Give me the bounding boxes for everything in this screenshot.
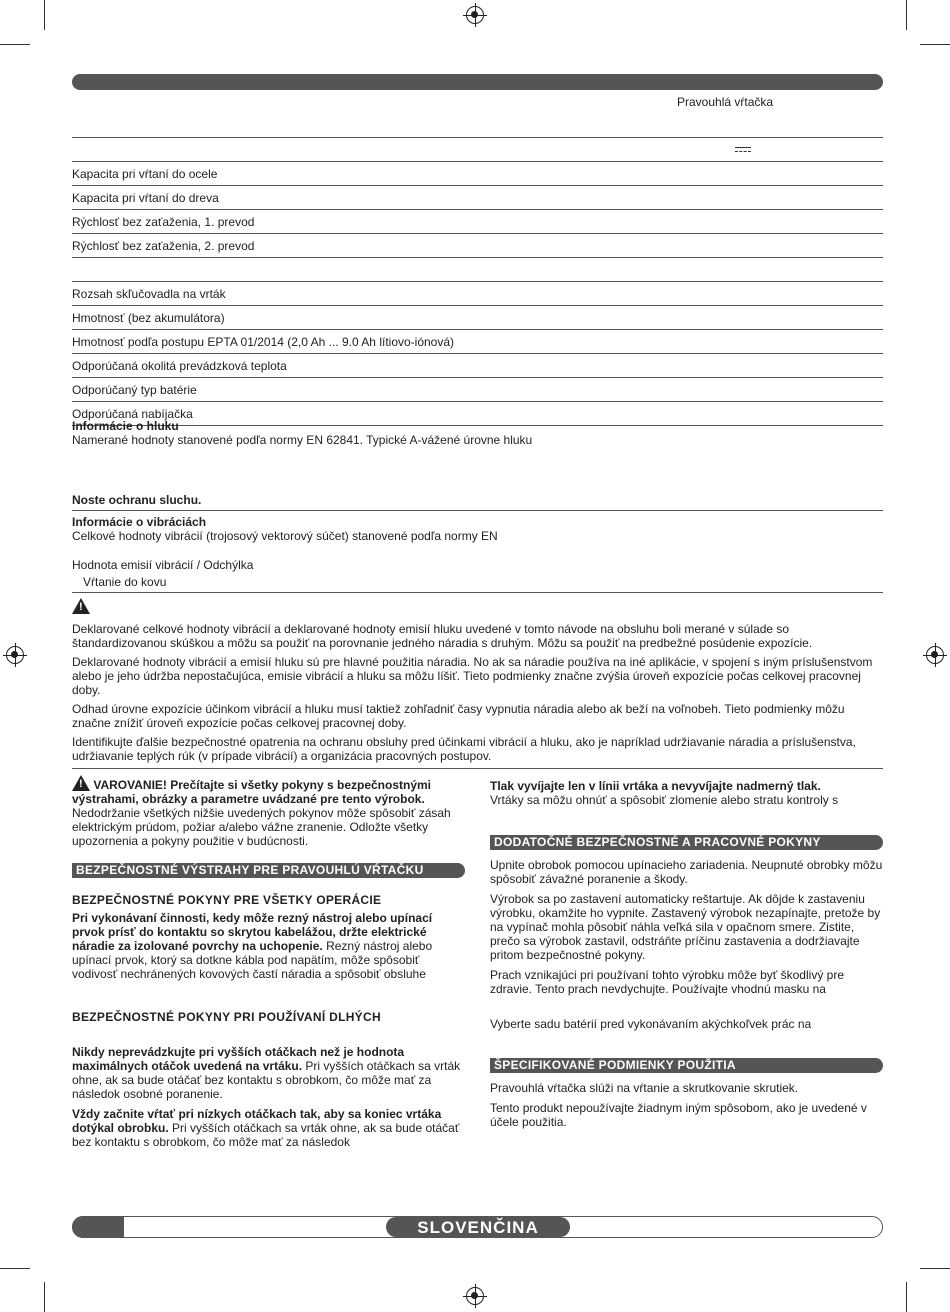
declared-paragraph: Odhad úrovne expozície účinkom vibrácií a hluku musí taktiež zohľadniť časy vypnutia náradia alebo ak beží na voľnobeh. Tieto podmienky môžu značne znížiť úroveň expozície počas celkovej pracovnej doby. [72, 702, 845, 730]
spec-row: Hmotnosť (bez akumulátora) [72, 306, 883, 330]
declared-paragraph: Deklarované celkové hodnoty vibrácií a deklarované hodnoty emisií hluku uvedené v tomto návode na obsluhu boli merané v súlade so štandardizovanou skúškou a môžu sa použiť na porovnanie jedného náradia s druhým. Môžu sa použiť na predbežné posúdenie expozície. [72, 622, 813, 650]
crop-mark [920, 1268, 950, 1269]
spec-table [72, 114, 883, 426]
banner-safety-warnings: BEZPEČNOSTNÉ VÝSTRAHY PRE PRAVOUHLÚ VŔTAČKU [72, 863, 465, 878]
spec-row: Hmotnosť podľa postupu EPTA 01/2014 (2,0 Ah ... 9.0 Ah lítiovo-iónová) [72, 330, 883, 354]
hearing-protection: Noste ochranu sluchu. [72, 493, 202, 507]
intended-use: Pravouhlá vŕtačka slúži na vŕtanie a skrutkovanie skrutiek. Tento produkt nepoužívajte žiadnym iným spôsobom, ako je uvedené v účele použitia. [490, 1081, 867, 1129]
spec-row: Kapacita pri vŕtaní do dreva [72, 186, 883, 210]
crop-mark [906, 1282, 907, 1312]
warning-icon [72, 598, 90, 617]
warning-icon [72, 775, 90, 791]
header-bar [72, 74, 883, 90]
left-paragraph-2: Nikdy neprevádzkujte pri vyšších otáčkach než je hodnota maximálnych otáčok uvedená na vrtáku. Pri vyšších otáčkach sa vrták ohne, ak sa bude otáčať bez kontaktu s obrobkom, čo môže mať za následok osobné poranenie. Vždy začnite vŕtať pri nízkych otáčkach tak, aby sa koniec vrtáka dotýkal obrobku. Pri vyšších otáčkach sa vrták ohne, ak sa bude otáčať bez kontaktu s obrobkom, čo môže mať za následok [72, 1045, 461, 1149]
noise-title: Informácie o hluku [72, 419, 179, 433]
vibration-title: Informácie o vibráciách [72, 515, 207, 529]
spec-row: Odporúčaná nabíjačka [72, 402, 883, 426]
heading-long-bits: BEZPEČNOSTNÉ POKYNY PRI POUŽÍVANÍ DLHÝCH [72, 1010, 381, 1024]
noise-section [72, 419, 883, 447]
spec-row: Rýchlosť bez zaťaženia, 1. prevod [72, 210, 883, 234]
spec-row: Rýchlosť bez zaťaženia, 2. prevod [72, 234, 883, 258]
spec-row [72, 258, 883, 282]
banner-specified-conditions: ŠPECIFIKOVANÉ PODMIENKY POUŽITIA [490, 1058, 883, 1073]
crop-mark [0, 1268, 30, 1269]
registration-mark-icon [926, 646, 944, 664]
banner-additional-instructions: DODATOČNÉ BEZPEČNOSTNÉ A PRACOVNÉ POKYNY [490, 835, 883, 850]
crop-mark [906, 0, 907, 30]
page-number-tab [72, 1216, 124, 1238]
right-paragraphs: Upnite obrobok pomocou upínacieho zariadenia. Neupnuté obrobky môžu spôsobiť závažné poranenie a škody. Výrobok sa po zastavení automaticky reštartuje. Ak dôjde k zastaveniu výrobku, okamžite ho vypnite. Zastavený výrobok nezapínajte, pretože by na vypínač mohla pôsobiť náhla veľká sila v opačnom smere. Zistite, prečo sa výrobok zastavil, odstráňte príčinu zastavenia a dodržiavajte pritom bezpečnostné pokyny. Prach vznikajúci pri používaní tohto výrobku môže byť škodlivý pre zdravie. Tento prach nevdychujte. Používajte vhodnú masku na [490, 858, 883, 996]
registration-mark-icon [466, 1287, 484, 1305]
crop-mark [44, 1282, 45, 1312]
remove-battery-text: Vyberte sadu batérií pred vykonávaním akýchkoľvek prác na [490, 1017, 812, 1031]
declared-values [72, 622, 883, 763]
divider [72, 592, 883, 593]
right-column: Tlak vyvíjajte len v línii vrtáka a nevyvíjajte nadmerný tlak. Vrtáky sa môžu ohnúť a spôsobiť zlomenie alebo stratu kontroly s [490, 779, 839, 807]
vibration-emission-label: Hodnota emisií vibrácií / Odchýlka [72, 558, 254, 572]
crop-mark [0, 44, 30, 45]
crop-mark [44, 0, 45, 30]
product-name: Pravouhlá vŕtačka [677, 95, 774, 109]
divider [72, 768, 883, 769]
spec-row: Odporúčaná okolitá prevádzková teplota [72, 354, 883, 378]
left-column: ! VAROVANIE! Prečítajte si všetky pokyny s bezpečnostnými výstrahami, obrázky a parametre uvádzané pre tento výrobok. Nedodržanie všetkých nižšie uvedených pokynov môže spôsobiť zásah elektrickým prúdom, požiar a/alebo vážne zranenie. Odložte všetky upozornenia a pokyny použitie v budúcnosti. [72, 775, 464, 854]
heading-all-operations: BEZPEČNOSTNÉ POKYNY PRE VŠETKY OPERÁCIE [72, 893, 382, 907]
language-label: SLOVENČINA [386, 1217, 570, 1237]
spec-row: Rozsah skľučovadla na vrták [72, 282, 883, 306]
metal-drilling-label: Vŕtanie do kovu [83, 575, 167, 589]
spec-row: Kapacita pri vŕtaní do ocele [72, 162, 883, 186]
vibration-text: Celkové hodnoty vibrácií (trojosový vektorový súčet) stanovené podľa normy EN [72, 529, 498, 543]
spec-row: Odporúčaný typ batérie [72, 378, 883, 402]
left-paragraph-1: Pri vykonávaní činnosti, kedy môže rezný nástroj alebo upínací prvok prísť do kontaktu so skrytou kabelážou, držte elektrické náradie za izolované povrchy na uchopenie. Rezný nástroj alebo upínací prvok, ktorý sa dotkne kábla pod napätím, môže spôsobiť vodivosť nechránených kovových častí náradia a spôsobiť obsluhe [72, 911, 433, 981]
registration-mark-icon [466, 6, 484, 24]
vibration-section [72, 515, 883, 543]
spec-row [72, 138, 883, 162]
divider [72, 510, 883, 511]
declared-paragraph: Identifikujte ďalšie bezpečnostné opatrenia na ochranu obsluhy pred účinkami vibrácií a hluku, ako je napríklad udržiavanie náradia a príslušenstva, udržiavanie teplých rúk (v prípade vibrácií) a organizácia pracovných postupov. [72, 735, 856, 763]
crop-mark [920, 44, 950, 45]
dc-symbol-icon [735, 147, 751, 153]
noise-text: Namerané hodnoty stanovené podľa normy EN 62841. Typické A-vážené úrovne hluku [72, 433, 533, 447]
spec-row [72, 114, 883, 138]
registration-mark-icon [6, 646, 24, 664]
declared-paragraph: Deklarované hodnoty vibrácií a emisií hluku sú pre hlavné použitia náradia. No ak sa náradie používa na iné aplikácie, v spojení s iným príslušenstvom alebo je jeho údržba nepostačujúca, emisie vibrácií a hluku sa môžu líšiť. Tieto podmienky značne zvýšia úroveň expozície počas celkovej pracovnej doby. [72, 655, 873, 697]
